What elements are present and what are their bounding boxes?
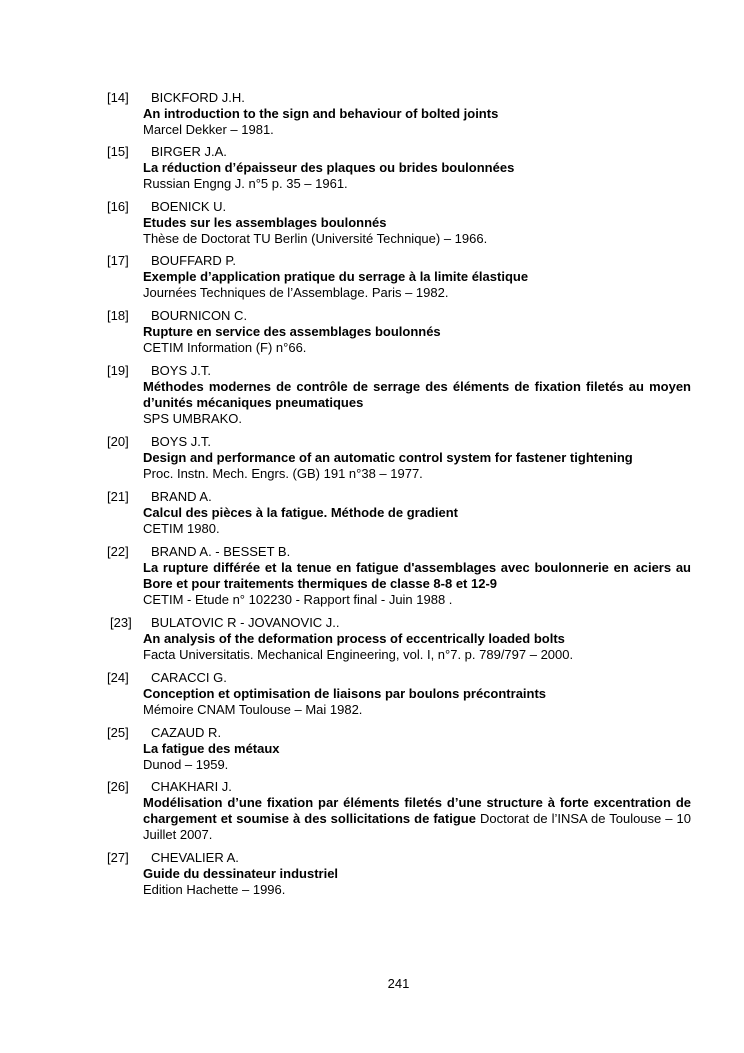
reference-title: Méthodes modernes de contrôle de serrage des éléments de fixation filetés au moyen d’unités mécaniques pneumatiques <box>143 379 691 410</box>
reference-title: Rupture en service des assemblages boulonnés <box>143 324 441 339</box>
reference-number: [21] <box>107 489 129 504</box>
page-number: 241 <box>387 976 410 991</box>
reference-source: Proc. Instn. Mech. Engrs. (GB) 191 n°38 – 1977. <box>143 466 423 481</box>
reference-source: SPS UMBRAKO. <box>143 411 242 426</box>
reference-source: CETIM Information (F) n°66. <box>143 340 307 355</box>
reference-title: Modélisation d’une fixation par éléments filetés d’une structure à forte excentration de chargement et soumise à des sollicitations de fatigue Doctorat de l’INSA de Toulouse – 10 Juillet 2007. <box>143 795 691 842</box>
reference-source: Thèse de Doctorat TU Berlin (Université Technique) – 1966. <box>143 231 488 246</box>
reference-title: Exemple d’application pratique du serrage à la limite élastique <box>143 269 529 284</box>
reference-number: [20] <box>107 434 129 449</box>
reference-number: [22] <box>107 544 129 559</box>
reference-title: Conception et optimisation de liaisons par boulons précontraints <box>143 686 547 701</box>
reference-source: Marcel Dekker – 1981. <box>143 122 274 137</box>
reference-number: [18] <box>107 308 129 323</box>
reference-number: [25] <box>107 725 129 740</box>
reference-title: An introduction to the sign and behaviour of bolted joints <box>143 106 499 121</box>
reference-number: [26] <box>107 779 129 794</box>
reference-number: [16] <box>107 199 129 214</box>
reference-title: La rupture différée et la tenue en fatigue d'assemblages avec boulonnerie en aciers au Bore et pour traitements thermiques de classe 8-8 et 12-9 <box>143 560 691 591</box>
reference-source: Dunod – 1959. <box>143 757 229 772</box>
reference-number: [27] <box>107 850 129 865</box>
reference-author: BOURNICON C. <box>151 308 248 323</box>
reference-title: Etudes sur les assemblages boulonnés <box>143 215 387 230</box>
reference-source: Russian Engng J. n°5 p. 35 – 1961. <box>143 176 348 191</box>
reference-title: Calcul des pièces à la fatigue. Méthode de gradient <box>143 505 458 520</box>
reference-source: CETIM - Etude n° 102230 - Rapport final - Juin 1988 . <box>143 592 453 607</box>
reference-number: [15] <box>107 144 129 159</box>
reference-source: Mémoire CNAM Toulouse – Mai 1982. <box>143 702 363 717</box>
reference-author: BULATOVIC R - JOVANOVIC J.. <box>151 615 340 630</box>
reference-number: [14] <box>107 90 129 105</box>
reference-author: BRAND A. <box>151 489 212 504</box>
reference-title: La fatigue des métaux <box>143 741 280 756</box>
reference-author: BOYS J.T. <box>151 363 211 378</box>
reference-author: BOUFFARD P. <box>151 253 237 268</box>
reference-source-inline: Doctorat de l’INSA de Toulouse – 10 Juillet 2007. <box>143 811 691 842</box>
reference-author: CHAKHARI J. <box>151 779 232 794</box>
reference-source: Facta Universitatis. Mechanical Engineering, vol. I, n°7. p. 789/797 – 2000. <box>143 647 574 662</box>
reference-number: [24] <box>107 670 129 685</box>
reference-author: CARACCI G. <box>151 670 227 685</box>
reference-title: La réduction d’épaisseur des plaques ou brides boulonnées <box>143 160 515 175</box>
reference-title: An analysis of the deformation process of eccentrically loaded bolts <box>143 631 565 646</box>
reference-author: CHEVALIER A. <box>151 850 239 865</box>
reference-title: Guide du dessinateur industriel <box>143 866 339 881</box>
reference-author: BICKFORD J.H. <box>151 90 245 105</box>
reference-author: BIRGER J.A. <box>151 144 227 159</box>
reference-author: BOYS J.T. <box>151 434 211 449</box>
reference-number: [23] <box>110 615 132 630</box>
reference-title: Design and performance of an automatic control system for fastener tightening <box>143 450 633 465</box>
reference-source: CETIM 1980. <box>143 521 220 536</box>
reference-number: [17] <box>107 253 129 268</box>
reference-author: BOENICK U. <box>151 199 227 214</box>
reference-author: BRAND A. - BESSET B. <box>151 544 291 559</box>
reference-source: Journées Techniques de l’Assemblage. Paris – 1982. <box>143 285 449 300</box>
reference-number: [19] <box>107 363 129 378</box>
reference-author: CAZAUD R. <box>151 725 222 740</box>
reference-source: Edition Hachette – 1996. <box>143 882 286 897</box>
